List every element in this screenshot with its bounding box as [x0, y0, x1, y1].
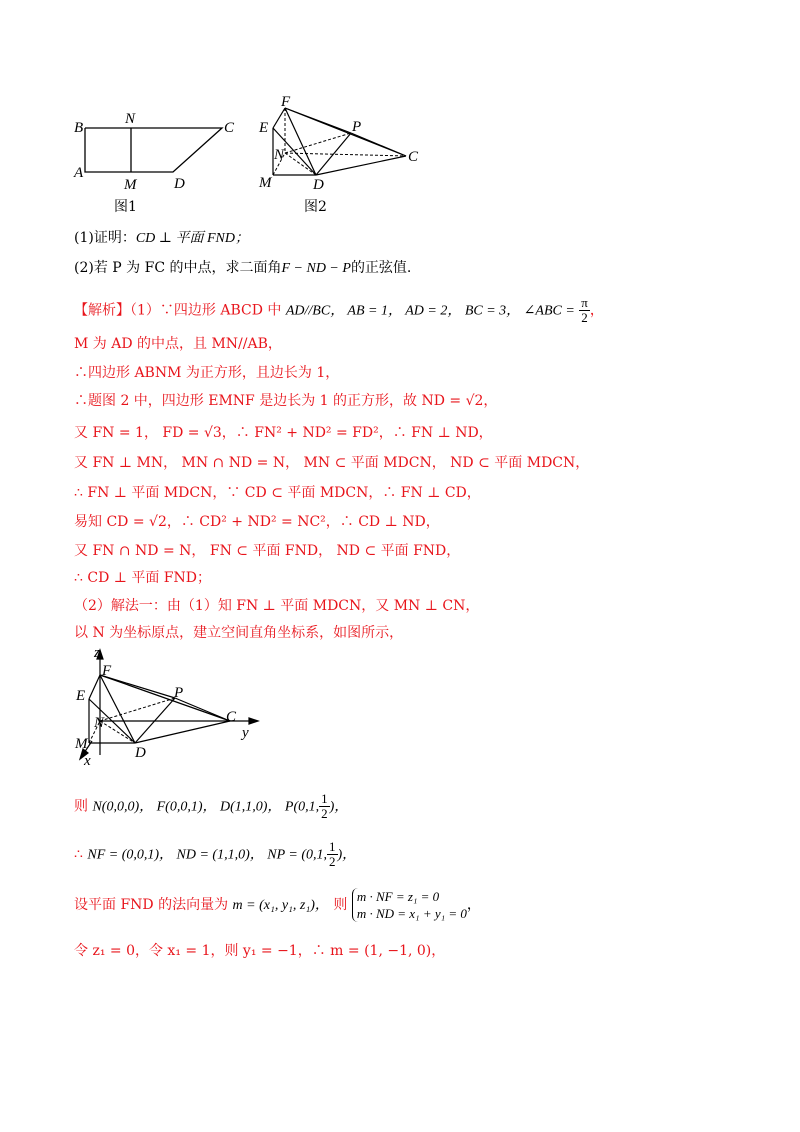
question-2: (2)若 P 为 FC 的中点，求二面角F − ND − P的正弦值. — [74, 260, 412, 276]
label-B: B — [74, 120, 84, 136]
label-D: D — [313, 177, 324, 193]
label-C: C — [226, 709, 237, 725]
question-1: (1)证明：CD ⊥ 平面 FND； — [74, 230, 249, 246]
label-N: N — [274, 147, 285, 163]
label-F: F — [281, 95, 291, 110]
figure-2-caption: 图2 — [304, 199, 327, 215]
label-C: C — [408, 149, 419, 165]
solution-line-5: 又 FN = 1， FD = √3，∴ FN² + ND² = FD²，∴ FN ⊥ ND， — [74, 425, 493, 441]
label-z: z — [94, 645, 100, 661]
label-M: M — [259, 175, 272, 191]
solution-line-13: 则 N(0,0,0)， F(0,0,1)， D(1,1,0)， P(0,1, $\frac{1}{2}$ )， — [74, 791, 349, 821]
label-A: A — [74, 165, 84, 181]
solution-line-9: 又 FN ∩ ND = N， FN ⊂ 平面 FND， ND ⊂ 平面 FND， — [74, 543, 461, 559]
label-x: x — [84, 753, 91, 769]
label-M: M — [75, 736, 88, 752]
label-y: y — [242, 725, 249, 741]
label-D: D — [174, 176, 185, 192]
figure-3-coordinate-system — [72, 645, 272, 770]
label-N: N — [125, 111, 136, 127]
solution-line-11: （2）解法一：由（1）知 FN ⊥ 平面 MDCN，又 MN ⊥ CN， — [74, 598, 480, 614]
solution-line-6: 又 FN ⊥ MN， MN ∩ ND = N， MN ⊂ 平面 MDCN， ND ⊂ 平面 MDCN， — [74, 455, 590, 471]
label-F: F — [102, 663, 112, 679]
label-N: N — [94, 715, 105, 731]
figure-1 — [70, 108, 250, 193]
solution-line-12: 以 N 为坐标原点，建立空间直角坐标系，如图所示， — [74, 625, 404, 641]
label-C: C — [224, 120, 235, 136]
figure-1-caption: 图1 — [114, 199, 137, 215]
label-E: E — [76, 688, 86, 704]
solution-line-2: M 为 AD 的中点，且 MN//AB， — [74, 336, 282, 352]
label-E: E — [259, 120, 269, 136]
solution-line-8: 易知 CD = √2，∴ CD² + ND² = NC²，∴ CD ⊥ ND， — [74, 514, 440, 530]
label-P: P — [352, 119, 362, 135]
solution-line-3: ∴四边形 ABNM 为正方形，且边长为 1， — [74, 365, 340, 381]
figure-2 — [255, 95, 435, 195]
solution-line-10: ∴ CD ⊥ 平面 FND； — [74, 570, 211, 586]
label-D: D — [135, 745, 146, 761]
label-M: M — [124, 177, 137, 193]
label-P: P — [174, 685, 184, 701]
solution-line-4: ∴题图 2 中，四边形 EMNF 是边长为 1 的正方形，故 ND = √2， — [74, 393, 498, 409]
solution-line-1: 【解析】（1）∵四边形 ABCD 中 AD//BC， AB = 1， AD = 2， BC = 3， ∠ABC = $\frac{\pi}{2}$ ， — [74, 295, 604, 325]
solution-line-15: 设平面 FND 的法向量为 m = (x₁, y₁, z₁)， 则 m · NF = z₁ = 0 m · ND = x₁ + y₁ = 0 ， — [74, 889, 481, 921]
solution-line-16: 令 z₁ = 0，令 x₁ = 1，则 y₁ = −1，∴ m = (1, −1, 0)， — [74, 943, 446, 959]
solution-line-14: ∴ NF = (0,0,1)， ND = (1,1,0)， NP = (0,1, $\frac{1}{2}$ )， — [74, 839, 357, 869]
solution-line-7: ∴ FN ⊥ 平面 MDCN，∵ CD ⊂ 平面 MDCN，∴ FN ⊥ CD， — [74, 485, 481, 501]
